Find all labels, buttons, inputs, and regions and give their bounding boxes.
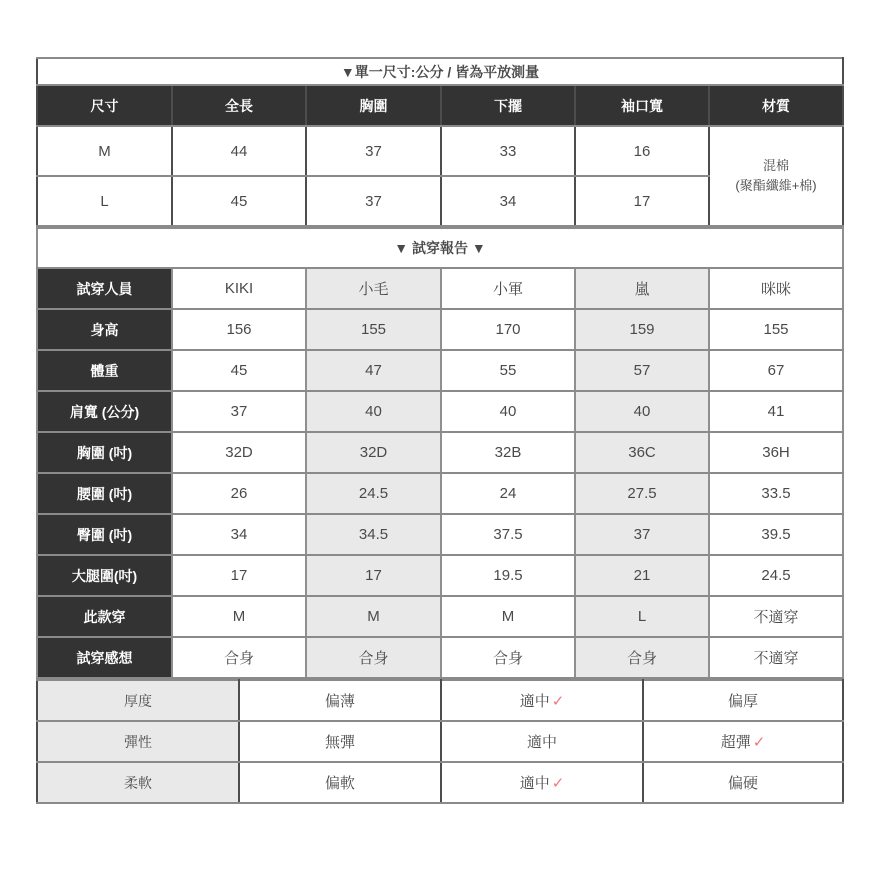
measurement-cell: 34 bbox=[172, 514, 306, 555]
col-header-length: 全長 bbox=[172, 85, 306, 126]
tester-name-cell: KIKI bbox=[172, 268, 306, 309]
table-row bbox=[37, 309, 843, 350]
tester-name-cell: 小軍 bbox=[441, 268, 575, 309]
measurement-cell: 67 bbox=[709, 350, 843, 391]
option-cell bbox=[239, 762, 441, 803]
table-row bbox=[37, 596, 843, 637]
value-cell: 45 bbox=[172, 176, 306, 226]
measurement-cell: 39.5 bbox=[709, 514, 843, 555]
measurement-cell: 40 bbox=[575, 391, 709, 432]
col-header-cuff: 袖口寬 bbox=[575, 85, 709, 126]
col-header-size: 尺寸 bbox=[37, 85, 172, 126]
size-worn-cell: L bbox=[575, 596, 709, 637]
row-label: 大腿圍(吋) bbox=[37, 555, 172, 596]
size-chart bbox=[36, 57, 842, 804]
measurement-cell: 159 bbox=[575, 309, 709, 350]
check-icon: ✓ bbox=[752, 734, 766, 751]
col-header-hem: 下擺 bbox=[441, 85, 575, 126]
tester-name-cell: 小毛 bbox=[306, 268, 441, 309]
measurement-cell: 24.5 bbox=[306, 473, 441, 514]
fit-report-table bbox=[36, 227, 844, 679]
table-row bbox=[37, 432, 843, 473]
option-label: 偏厚 bbox=[727, 693, 758, 710]
measurement-cell: 24.5 bbox=[709, 555, 843, 596]
impression-cell: 不適穿 bbox=[709, 637, 843, 678]
row-label: 體重 bbox=[37, 350, 172, 391]
impression-cell: 合身 bbox=[172, 637, 306, 678]
size-table-title: ▼單一尺寸:公分 / 皆為平放測量 bbox=[37, 58, 843, 85]
size-worn-cell: M bbox=[306, 596, 441, 637]
row-label: 此款穿 bbox=[37, 596, 172, 637]
measurement-cell: 40 bbox=[306, 391, 441, 432]
col-header-chest: 胸圍 bbox=[306, 85, 441, 126]
measurement-cell: 41 bbox=[709, 391, 843, 432]
option-label: 偏薄 bbox=[324, 693, 355, 710]
table-row bbox=[37, 473, 843, 514]
table-row bbox=[37, 514, 843, 555]
size-worn-cell: 不適穿 bbox=[709, 596, 843, 637]
measurement-cell: 26 bbox=[172, 473, 306, 514]
measurement-cell: 155 bbox=[709, 309, 843, 350]
size-worn-cell: M bbox=[172, 596, 306, 637]
measurement-cell: 36H bbox=[709, 432, 843, 473]
fabric-attributes-table bbox=[36, 679, 844, 804]
row-label: 胸圍 (吋) bbox=[37, 432, 172, 473]
material-cell bbox=[709, 126, 843, 226]
option-cell bbox=[239, 721, 441, 762]
measurement-cell: 170 bbox=[441, 309, 575, 350]
row-label: 腰圍 (吋) bbox=[37, 473, 172, 514]
table-row bbox=[37, 637, 843, 678]
option-label: 適中 bbox=[526, 734, 557, 751]
row-label: 試穿感想 bbox=[37, 637, 172, 678]
measurement-cell: 156 bbox=[172, 309, 306, 350]
size-table bbox=[36, 57, 844, 227]
measurement-cell: 37 bbox=[575, 514, 709, 555]
measurement-cell: 45 bbox=[172, 350, 306, 391]
value-cell: 37 bbox=[306, 176, 441, 226]
option-label: 適中 bbox=[519, 693, 550, 710]
option-cell bbox=[643, 680, 843, 721]
measurement-cell: 21 bbox=[575, 555, 709, 596]
row-label: 臀圍 (吋) bbox=[37, 514, 172, 555]
material-composition: (聚酯纖維+棉) bbox=[735, 178, 817, 193]
option-label: 偏軟 bbox=[324, 775, 355, 792]
option-cell bbox=[643, 762, 843, 803]
measurement-cell: 19.5 bbox=[441, 555, 575, 596]
measurement-cell: 34.5 bbox=[306, 514, 441, 555]
measurement-cell: 47 bbox=[306, 350, 441, 391]
row-label: 彈性 bbox=[37, 721, 239, 762]
option-label: 適中 bbox=[519, 775, 550, 792]
measurement-cell: 27.5 bbox=[575, 473, 709, 514]
measurement-cell: 155 bbox=[306, 309, 441, 350]
option-cell bbox=[441, 762, 643, 803]
value-cell: 44 bbox=[172, 126, 306, 176]
table-row bbox=[37, 721, 843, 762]
measurement-cell: 32D bbox=[306, 432, 441, 473]
fit-report-title: ▼ 試穿報告 ▼ bbox=[37, 228, 843, 268]
value-cell: 16 bbox=[575, 126, 709, 176]
option-cell bbox=[643, 721, 843, 762]
row-label: 身高 bbox=[37, 309, 172, 350]
measurement-cell: 37.5 bbox=[441, 514, 575, 555]
value-cell: 34 bbox=[441, 176, 575, 226]
col-header-material: 材質 bbox=[709, 85, 843, 126]
row-label: 柔軟 bbox=[37, 762, 239, 803]
option-cell bbox=[441, 721, 643, 762]
row-label: 肩寬 (公分) bbox=[37, 391, 172, 432]
value-cell: 33 bbox=[441, 126, 575, 176]
measurement-cell: 57 bbox=[575, 350, 709, 391]
impression-cell: 合身 bbox=[441, 637, 575, 678]
tester-name-cell: 咪咪 bbox=[709, 268, 843, 309]
table-row bbox=[37, 268, 843, 309]
measurement-cell: 37 bbox=[172, 391, 306, 432]
tester-name-cell: 嵐 bbox=[575, 268, 709, 309]
table-row bbox=[37, 680, 843, 721]
size-cell: L bbox=[37, 176, 172, 226]
option-cell bbox=[441, 680, 643, 721]
measurement-cell: 24 bbox=[441, 473, 575, 514]
size-worn-cell: M bbox=[441, 596, 575, 637]
check-icon: ✓ bbox=[551, 775, 565, 792]
value-cell: 17 bbox=[575, 176, 709, 226]
measurement-cell: 33.5 bbox=[709, 473, 843, 514]
option-cell bbox=[239, 680, 441, 721]
table-row bbox=[37, 555, 843, 596]
measurement-cell: 32D bbox=[172, 432, 306, 473]
row-label: 試穿人員 bbox=[37, 268, 172, 309]
measurement-cell: 32B bbox=[441, 432, 575, 473]
value-cell: 37 bbox=[306, 126, 441, 176]
material-name: 混棉 bbox=[763, 157, 790, 173]
table-row bbox=[37, 762, 843, 803]
size-row-m bbox=[37, 126, 843, 176]
option-label: 無彈 bbox=[324, 734, 355, 751]
table-row bbox=[37, 350, 843, 391]
option-label: 偏硬 bbox=[727, 775, 758, 792]
table-row bbox=[37, 391, 843, 432]
measurement-cell: 17 bbox=[306, 555, 441, 596]
measurement-cell: 17 bbox=[172, 555, 306, 596]
measurement-cell: 36C bbox=[575, 432, 709, 473]
impression-cell: 合身 bbox=[306, 637, 441, 678]
measurement-cell: 40 bbox=[441, 391, 575, 432]
impression-cell: 合身 bbox=[575, 637, 709, 678]
option-label: 超彈 bbox=[720, 734, 751, 751]
size-cell: M bbox=[37, 126, 172, 176]
check-icon: ✓ bbox=[551, 693, 565, 710]
row-label: 厚度 bbox=[37, 680, 239, 721]
measurement-cell: 55 bbox=[441, 350, 575, 391]
